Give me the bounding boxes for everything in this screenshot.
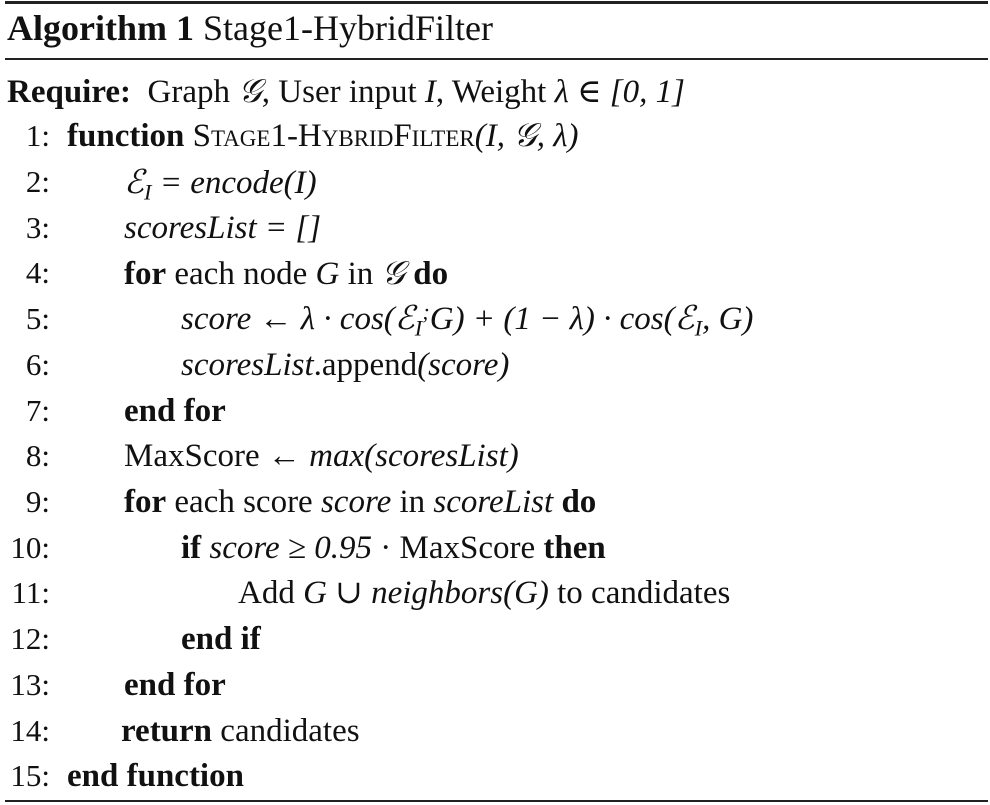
keyword-do: do <box>405 256 449 292</box>
variable: score <box>320 484 392 520</box>
line-number: 14: <box>10 713 50 748</box>
require-text: Graph <box>147 74 231 110</box>
function-args: (I, 𝒢, λ) <box>474 118 579 154</box>
line-number: 3: <box>25 210 50 245</box>
text: each node <box>166 256 316 292</box>
expression: = encode(I) <box>151 165 317 201</box>
line-number: 8: <box>25 438 50 473</box>
keyword-return: return <box>121 713 213 749</box>
algorithm-block <box>5 0 988 805</box>
require-label: Require: <box>7 74 132 110</box>
keyword-do: do <box>553 484 597 520</box>
expression: scoresList = [] <box>124 210 322 246</box>
keyword-end-function: end function <box>67 758 244 794</box>
bottom-rule <box>5 800 988 802</box>
line-number: 1: <box>25 118 50 153</box>
encoding-symbol: ℰ <box>124 162 144 201</box>
algorithm-name: Stage1-HybridFilter <box>202 8 493 48</box>
keyword-function: function <box>67 118 185 154</box>
superscript: ; <box>422 298 430 324</box>
keyword-then: then <box>543 530 606 566</box>
line-number: 11: <box>11 575 50 610</box>
keyword-for: for <box>124 484 167 520</box>
subscript: I <box>694 315 703 341</box>
algorithm-title <box>7 5 493 51</box>
line-number: 5: <box>25 301 50 336</box>
subscript: I <box>143 179 152 205</box>
require-text: , Weight <box>435 74 547 110</box>
expression: , G) <box>702 301 754 337</box>
keyword-end-for: end for <box>124 393 226 429</box>
expression: score ← λ · cos(ℰ <box>181 301 415 337</box>
graph-symbol: 𝒢 <box>381 253 405 292</box>
text: Add <box>238 575 304 611</box>
line-number: 2: <box>25 164 50 199</box>
text: each score <box>166 484 321 520</box>
line-number: 4: <box>25 255 50 290</box>
variable: scoreList <box>433 484 554 520</box>
variable: G <box>315 256 340 292</box>
require-text: , User input <box>261 74 417 110</box>
expression: G ∪ neighbors(G) <box>303 575 549 611</box>
top-rule <box>5 1 988 4</box>
header-rule <box>5 58 988 60</box>
text: in <box>391 484 434 520</box>
keyword-end-if: end if <box>181 621 261 657</box>
text: · MaxScore <box>372 530 544 566</box>
line-number: 10: <box>10 530 50 565</box>
input-symbol: I <box>424 74 436 110</box>
line-number: 6: <box>25 347 50 382</box>
variable: scoresList <box>181 347 314 383</box>
function-name: Stage1-HybridFilter <box>192 118 475 154</box>
line-number: 15: <box>10 758 50 793</box>
algorithm-label: Algorithm 1 <box>7 8 194 48</box>
keyword-if: if <box>181 530 202 566</box>
line-number: 9: <box>25 484 50 519</box>
lambda-expression: λ ∈ [0, 1] <box>554 74 685 110</box>
text: MaxScore ← <box>124 438 310 474</box>
text: to candidates <box>548 575 731 611</box>
graph-symbol: 𝒢 <box>238 71 262 110</box>
line-number: 13: <box>10 667 50 702</box>
expression: max(scoresList) <box>309 438 519 474</box>
text: candidates <box>212 713 360 749</box>
method: .append <box>313 347 418 383</box>
argument: (score) <box>417 347 510 383</box>
line-number: 7: <box>25 393 50 428</box>
text: in <box>339 256 382 292</box>
expression: score ≥ 0.95 <box>201 530 373 566</box>
expression: G) + (1 − λ) · cos(ℰ <box>429 301 695 337</box>
line-number: 12: <box>10 621 50 656</box>
subscript: I <box>414 315 423 341</box>
keyword-end-for: end for <box>124 667 226 703</box>
keyword-for: for <box>124 256 167 292</box>
